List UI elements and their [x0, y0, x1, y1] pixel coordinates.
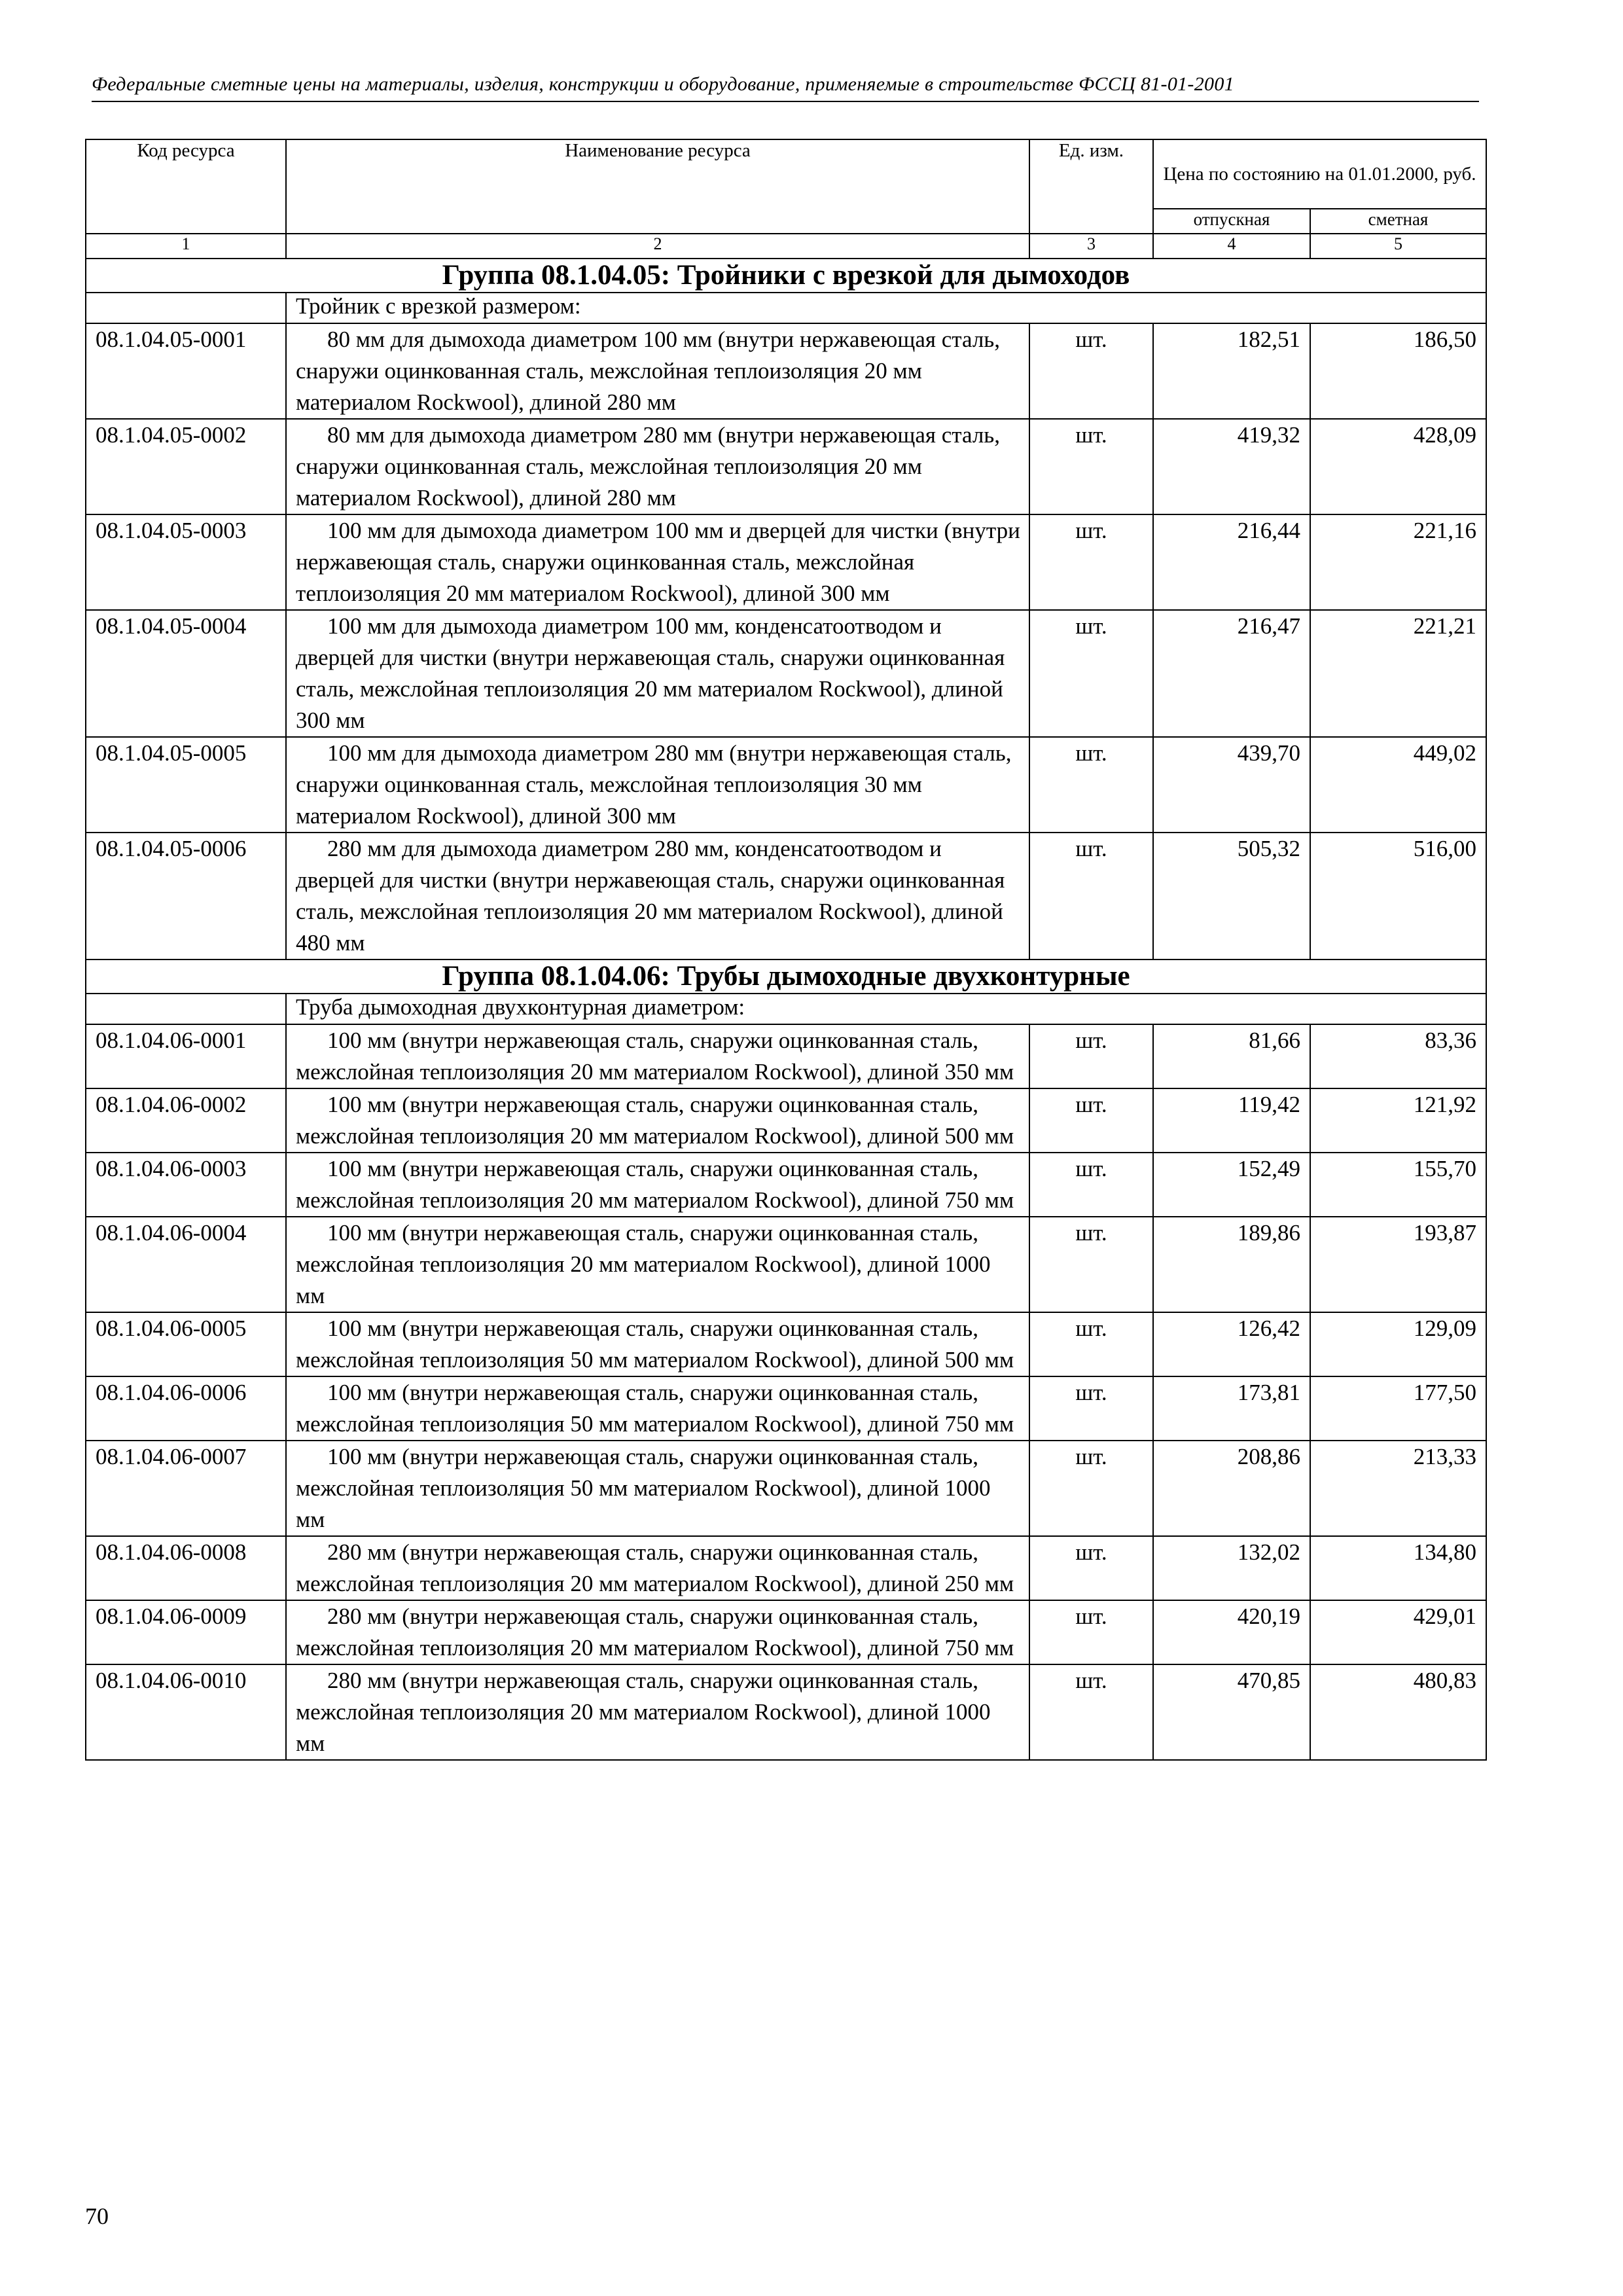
- header-release: отпускная: [1153, 209, 1310, 234]
- resource-name-lead: 100 мм (внутри нержавеющая сталь, снаружи оцинкованная: [327, 1380, 914, 1405]
- release-price: 152,49: [1153, 1153, 1310, 1217]
- estimate-price: 213,33: [1310, 1441, 1486, 1536]
- resource-name-rest: сталь, межслойная теплоизоляция 20 мм материалом Rockwool), длиной 500 мм: [296, 1092, 1014, 1149]
- estimate-price: 221,21: [1310, 610, 1486, 737]
- estimate-price: 129,09: [1310, 1312, 1486, 1376]
- resource-code: 08.1.04.06-0001: [86, 1024, 286, 1088]
- column-number: 5: [1310, 234, 1486, 259]
- subtitle-spacer-cell: [86, 293, 286, 323]
- price-table-body: [86, 139, 1486, 1760]
- resource-name-rest: нержавеющая сталь, снаружи оцинкованная сталь, межслойная теплоизоляция 20 мм материалом Rockwool), длиной 280 мм: [296, 422, 1001, 511]
- resource-name: [286, 1088, 1029, 1153]
- estimate-price: 193,87: [1310, 1217, 1486, 1312]
- release-price: 81,66: [1153, 1024, 1310, 1088]
- release-price: 173,81: [1153, 1376, 1310, 1441]
- resource-name-lead: 100 мм (внутри нержавеющая сталь, снаружи оцинкованная: [327, 1156, 914, 1181]
- header-unit: Ед. изм.: [1029, 139, 1153, 234]
- table-row: [86, 737, 1486, 833]
- estimate-price: 429,01: [1310, 1600, 1486, 1664]
- header-estimate: сметная: [1310, 209, 1486, 234]
- resource-name-rest: сталь, межслойная теплоизоляция 20 мм материалом Rockwool), длиной 350 мм: [296, 1028, 1014, 1085]
- table-row: [86, 1312, 1486, 1376]
- unit-of-measure: шт.: [1029, 1024, 1153, 1088]
- resource-name-rest: сталь, межслойная теплоизоляция 20 мм материалом Rockwool), длиной 1000 мм: [296, 1668, 991, 1756]
- unit-of-measure: шт.: [1029, 1376, 1153, 1441]
- estimate-price: 155,70: [1310, 1153, 1486, 1217]
- resource-name-rest: сталь, межслойная теплоизоляция 20 мм материалом Rockwool), длиной 750 мм: [296, 1156, 1014, 1213]
- resource-name-rest: сталь, межслойная теплоизоляция 20 мм материалом Rockwool), длиной 1000 мм: [296, 1220, 991, 1308]
- header-price: Цена по состоянию на 01.01.2000, руб.: [1153, 139, 1486, 209]
- table-row: [86, 1441, 1486, 1536]
- resource-name-lead: 100 мм (внутри нержавеющая сталь, снаружи оцинкованная: [327, 1316, 914, 1341]
- subtitle-cell: [286, 293, 1486, 323]
- resource-name: [286, 1536, 1029, 1600]
- estimate-price: 428,09: [1310, 419, 1486, 514]
- table-row: [86, 1153, 1486, 1217]
- unit-of-measure: шт.: [1029, 323, 1153, 419]
- group-subtitle: Труба дымоходная двухконтурная диаметром:: [296, 994, 745, 1020]
- resource-name: [286, 1441, 1029, 1536]
- unit-of-measure: шт.: [1029, 1153, 1153, 1217]
- resource-code: 08.1.04.05-0004: [86, 610, 286, 737]
- subtitle-spacer-cell: [86, 994, 286, 1024]
- release-price: 126,42: [1153, 1312, 1310, 1376]
- resource-name-rest: нержавеющая сталь, снаружи оцинкованная сталь, межслойная теплоизоляция 20 мм материалом Rockwool), длиной 280 мм: [296, 327, 1001, 415]
- resource-name-rest: сталь, межслойная теплоизоляция 50 мм материалом Rockwool), длиной 1000 мм: [296, 1444, 991, 1532]
- unit-of-measure: шт.: [1029, 1600, 1153, 1664]
- column-number: 2: [286, 234, 1029, 259]
- column-number: 1: [86, 234, 286, 259]
- resource-name-rest: конденсатоотводом и дверцей для чистки (внутри нержавеющая сталь, снаружи оцинкованная сталь, межслойная теплоизоляция 20 мм материалом Rockwool), длиной 300 мм: [296, 613, 1005, 733]
- header-name: Наименование ресурса: [286, 139, 1029, 234]
- table-row: [86, 1376, 1486, 1441]
- unit-of-measure: шт.: [1029, 419, 1153, 514]
- resource-name-rest: сталь, межслойная теплоизоляция 50 мм материалом Rockwool), длиной 500 мм: [296, 1316, 1014, 1372]
- estimate-price: 516,00: [1310, 833, 1486, 960]
- table-row: [86, 1217, 1486, 1312]
- estimate-price: 186,50: [1310, 323, 1486, 419]
- resource-name-lead: 100 мм для дымохода диаметром 100 мм,: [327, 613, 730, 639]
- resource-code: 08.1.04.05-0006: [86, 833, 286, 960]
- resource-code: 08.1.04.05-0001: [86, 323, 286, 419]
- unit-of-measure: шт.: [1029, 1536, 1153, 1600]
- resource-code: 08.1.04.06-0003: [86, 1153, 286, 1217]
- resource-name: [286, 1312, 1029, 1376]
- group-title-row: [86, 259, 1486, 293]
- resource-code: 08.1.04.06-0002: [86, 1088, 286, 1153]
- resource-name-rest: сталь, межслойная теплоизоляция 50 мм материалом Rockwool), длиной 750 мм: [296, 1380, 1014, 1437]
- resource-name-lead: 80 мм для дымохода диаметром 280 мм (внутри: [327, 422, 794, 448]
- unit-of-measure: шт.: [1029, 1664, 1153, 1760]
- resource-name-lead: 100 мм для дымохода диаметром 280 мм (внутри: [327, 740, 806, 766]
- unit-of-measure: шт.: [1029, 514, 1153, 610]
- resource-code: 08.1.04.06-0009: [86, 1600, 286, 1664]
- release-price: 470,85: [1153, 1664, 1310, 1760]
- header-code: Код ресурса: [86, 139, 286, 234]
- table-row: [86, 419, 1486, 514]
- resource-name-lead: 100 мм для дымохода диаметром 100 мм и дверцей для: [327, 518, 866, 543]
- resource-name-lead: 100 мм (внутри нержавеющая сталь, снаружи оцинкованная: [327, 1028, 914, 1053]
- table-row: [86, 1600, 1486, 1664]
- table-row: [86, 1664, 1486, 1760]
- release-price: 420,19: [1153, 1600, 1310, 1664]
- release-price: 182,51: [1153, 323, 1310, 419]
- column-number: 4: [1153, 234, 1310, 259]
- resource-name-lead: 280 мм (внутри нержавеющая сталь, снаружи оцинкованная: [327, 1539, 914, 1565]
- table-row: [86, 323, 1486, 419]
- resource-name-lead: 100 мм (внутри нержавеющая сталь, снаружи оцинкованная: [327, 1444, 914, 1469]
- resource-code: 08.1.04.05-0002: [86, 419, 286, 514]
- table-row: [86, 1536, 1486, 1600]
- estimate-price: 121,92: [1310, 1088, 1486, 1153]
- resource-name: [286, 1153, 1029, 1217]
- release-price: 132,02: [1153, 1536, 1310, 1600]
- resource-name: [286, 610, 1029, 737]
- unit-of-measure: шт.: [1029, 1441, 1153, 1536]
- release-price: 208,86: [1153, 1441, 1310, 1536]
- group-subtitle-row: [86, 994, 1486, 1024]
- group-subtitle: Тройник с врезкой размером:: [296, 293, 581, 319]
- resource-name: [286, 1664, 1029, 1760]
- table-row: [86, 1024, 1486, 1088]
- resource-code: 08.1.04.06-0008: [86, 1536, 286, 1600]
- table-row: [86, 610, 1486, 737]
- resource-code: 08.1.04.05-0005: [86, 737, 286, 833]
- resource-name-lead: 100 мм (внутри нержавеющая сталь, снаружи оцинкованная: [327, 1092, 914, 1117]
- resource-name-rest: сталь, межслойная теплоизоляция 20 мм материалом Rockwool), длиной 750 мм: [296, 1604, 1014, 1660]
- resource-name-lead: 280 мм (внутри нержавеющая сталь, снаружи оцинкованная: [327, 1604, 914, 1629]
- table-row: [86, 1088, 1486, 1153]
- estimate-price: 221,16: [1310, 514, 1486, 610]
- resource-name-lead: 280 мм (внутри нержавеющая сталь, снаружи оцинкованная: [327, 1668, 914, 1693]
- resource-name: [286, 1024, 1029, 1088]
- page-number: 70: [85, 2203, 109, 2229]
- resource-name: [286, 419, 1029, 514]
- subtitle-cell: [286, 994, 1486, 1024]
- unit-of-measure: шт.: [1029, 737, 1153, 833]
- price-table: [85, 139, 1487, 1761]
- release-price: 216,44: [1153, 514, 1310, 610]
- running-header: Федеральные сметные цены на материалы, изделия, конструкции и оборудование, применяемые в строительстве ФССЦ 81-01-2001: [92, 73, 1479, 102]
- release-price: 119,42: [1153, 1088, 1310, 1153]
- table-row: [86, 833, 1486, 960]
- release-price: 419,32: [1153, 419, 1310, 514]
- estimate-price: 449,02: [1310, 737, 1486, 833]
- header-row: [86, 139, 1486, 209]
- estimate-price: 177,50: [1310, 1376, 1486, 1441]
- resource-name: [286, 1217, 1029, 1312]
- resource-name-lead: 100 мм (внутри нержавеющая сталь, снаружи оцинкованная: [327, 1220, 914, 1246]
- column-number: 3: [1029, 234, 1153, 259]
- resource-code: 08.1.04.06-0010: [86, 1664, 286, 1760]
- unit-of-measure: шт.: [1029, 1217, 1153, 1312]
- resource-name-rest: конденсатоотводом и дверцей для чистки (внутри нержавеющая сталь, снаружи оцинкованная сталь, межслойная теплоизоляция 20 мм материалом Rockwool), длиной 480 мм: [296, 836, 1005, 956]
- release-price: 216,47: [1153, 610, 1310, 737]
- release-price: 439,70: [1153, 737, 1310, 833]
- resource-code: 08.1.04.06-0005: [86, 1312, 286, 1376]
- resource-code: 08.1.04.05-0003: [86, 514, 286, 610]
- resource-name: [286, 1600, 1029, 1664]
- unit-of-measure: шт.: [1029, 1088, 1153, 1153]
- resource-name-lead: 80 мм для дымохода диаметром 100 мм (внутри: [327, 327, 794, 352]
- group-title: Группа 08.1.04.05: Тройники с врезкой для дымоходов: [86, 259, 1486, 293]
- resource-code: 08.1.04.06-0007: [86, 1441, 286, 1536]
- resource-name: [286, 323, 1029, 419]
- resource-name: [286, 514, 1029, 610]
- estimate-price: 83,36: [1310, 1024, 1486, 1088]
- group-title: Группа 08.1.04.06: Трубы дымоходные двухконтурные: [86, 960, 1486, 994]
- resource-name: [286, 1376, 1029, 1441]
- resource-code: 08.1.04.06-0006: [86, 1376, 286, 1441]
- release-price: 189,86: [1153, 1217, 1310, 1312]
- resource-name: [286, 833, 1029, 960]
- release-price: 505,32: [1153, 833, 1310, 960]
- column-number-row: [86, 234, 1486, 259]
- group-title-row: [86, 960, 1486, 994]
- table-row: [86, 514, 1486, 610]
- resource-name-rest: чистки (внутри нержавеющая сталь, снаружи оцинкованная сталь, межслойная теплоизоляция 20 мм материалом Rockwool), длиной 300 мм: [296, 518, 1020, 606]
- resource-name-rest: сталь, межслойная теплоизоляция 20 мм материалом Rockwool), длиной 250 мм: [296, 1539, 1014, 1596]
- unit-of-measure: шт.: [1029, 1312, 1153, 1376]
- resource-name-rest: нержавеющая сталь, снаружи оцинкованная сталь, межслойная теплоизоляция 30 мм материалом Rockwool), длиной 300 мм: [296, 740, 1012, 829]
- unit-of-measure: шт.: [1029, 833, 1153, 960]
- resource-code: 08.1.04.06-0004: [86, 1217, 286, 1312]
- resource-name: [286, 737, 1029, 833]
- resource-name-lead: 280 мм для дымохода диаметром 280 мм,: [327, 836, 730, 861]
- estimate-price: 134,80: [1310, 1536, 1486, 1600]
- estimate-price: 480,83: [1310, 1664, 1486, 1760]
- unit-of-measure: шт.: [1029, 610, 1153, 737]
- group-subtitle-row: [86, 293, 1486, 323]
